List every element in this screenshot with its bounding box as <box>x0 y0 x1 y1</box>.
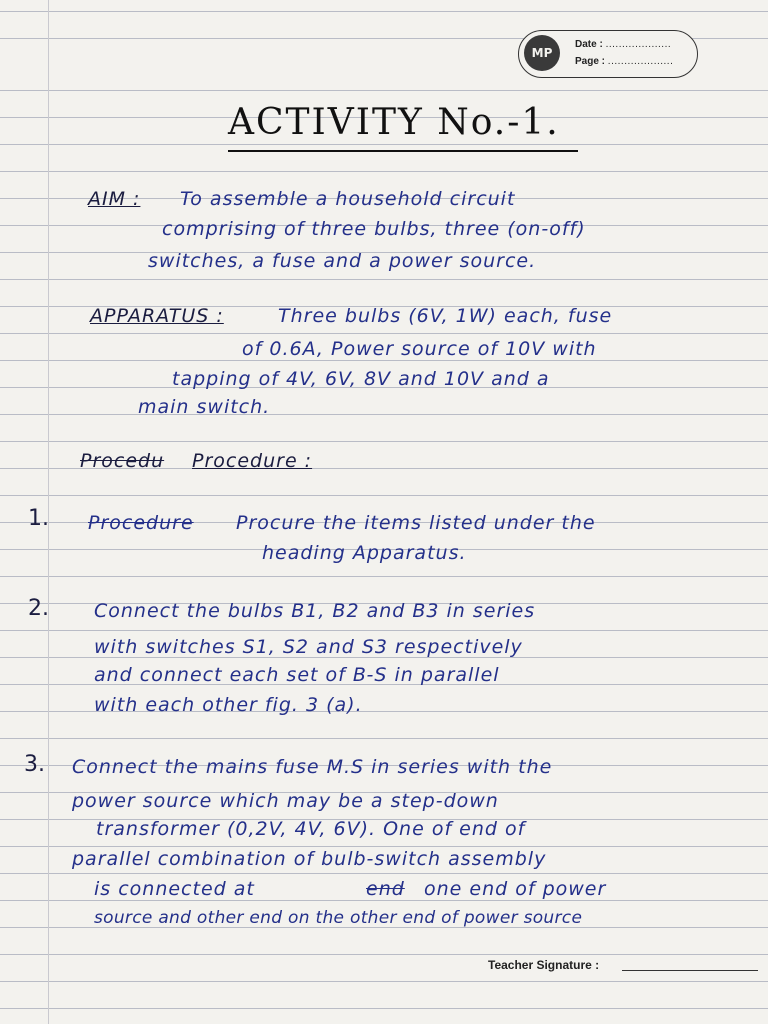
page-label: Page : <box>575 56 606 67</box>
step-2-line-2: with switches S1, S2 and S3 respectively <box>94 636 523 658</box>
teacher-signature-line <box>622 970 758 971</box>
date-field: .................... <box>605 39 672 50</box>
apparatus-line-3: tapping of 4V, 6V, 8V and 10V and a <box>172 368 550 390</box>
step-2-line-3: and connect each set of B-S in parallel <box>94 664 500 686</box>
step-2-line-1: Connect the bulbs B1, B2 and B3 in series <box>94 600 536 622</box>
step-1-number: 1. <box>28 506 49 531</box>
apparatus-line-1: Three bulbs (6V, 1W) each, fuse <box>278 305 613 327</box>
step-2-line-4: with each other fig. 3 (a). <box>94 694 363 716</box>
procedure-label: Procedure : <box>192 450 313 472</box>
step-3-line-4: parallel combination of bulb-switch assembly <box>72 848 547 870</box>
teacher-signature-label: Teacher Signature : <box>488 958 600 972</box>
apparatus-line-4: main switch. <box>138 396 271 418</box>
step-3-line-5b: one end of power <box>424 878 607 900</box>
aim-line-3: switches, a fuse and a power source. <box>148 250 537 272</box>
title-underline <box>228 150 578 152</box>
page-field: .................... <box>607 56 674 67</box>
step-3-number: 3. <box>24 752 45 777</box>
step-1-line-1: Procure the items listed under the <box>236 512 596 534</box>
step-3-line-1: Connect the mains fuse M.S in series with the <box>72 756 553 778</box>
brand-logo: MP <box>524 35 560 71</box>
page-title: ACTIVITY No.-1. <box>228 102 560 143</box>
step-3-line-3: transformer (0,2V, 4V, 6V). One of end of <box>96 818 526 840</box>
aim-line-2: comprising of three bulbs, three (on-off) <box>162 218 586 240</box>
page-row <box>575 56 673 67</box>
aim-label: AIM : <box>88 188 141 210</box>
step-3-line-2: power source which may be a step-down <box>72 790 499 812</box>
aim-line-1: To assemble a household circuit <box>180 188 516 210</box>
step-1-struck: Procedure <box>88 512 194 534</box>
date-page-box <box>518 30 698 78</box>
step-2-number: 2. <box>28 596 49 621</box>
step-1-line-2: heading Apparatus. <box>262 542 467 564</box>
date-row <box>575 39 671 50</box>
apparatus-line-2: of 0.6A, Power source of 10V with <box>242 338 597 360</box>
step-3-line-5a: is connected at <box>94 878 255 900</box>
date-label: Date : <box>575 39 603 50</box>
step-3-line-6: source and other end on the other end of power source <box>94 908 583 928</box>
struck-heading: Procedu <box>80 450 165 472</box>
apparatus-label: APPARATUS : <box>90 305 224 327</box>
step-3-struck-word: end <box>366 878 405 900</box>
